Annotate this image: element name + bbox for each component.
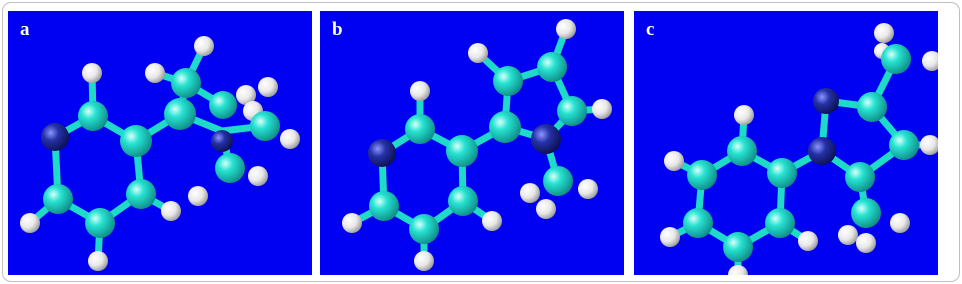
panel-b <box>320 11 624 275</box>
panel-c <box>634 11 938 275</box>
panel-label: b <box>332 19 343 40</box>
molecule-c <box>634 11 938 275</box>
panel-label: a <box>20 19 30 40</box>
molecule-a <box>8 11 312 275</box>
panel-label: c <box>646 19 655 40</box>
hydrogen-atoms <box>20 36 300 271</box>
panel-a <box>8 11 312 275</box>
molecule-b <box>320 11 624 275</box>
